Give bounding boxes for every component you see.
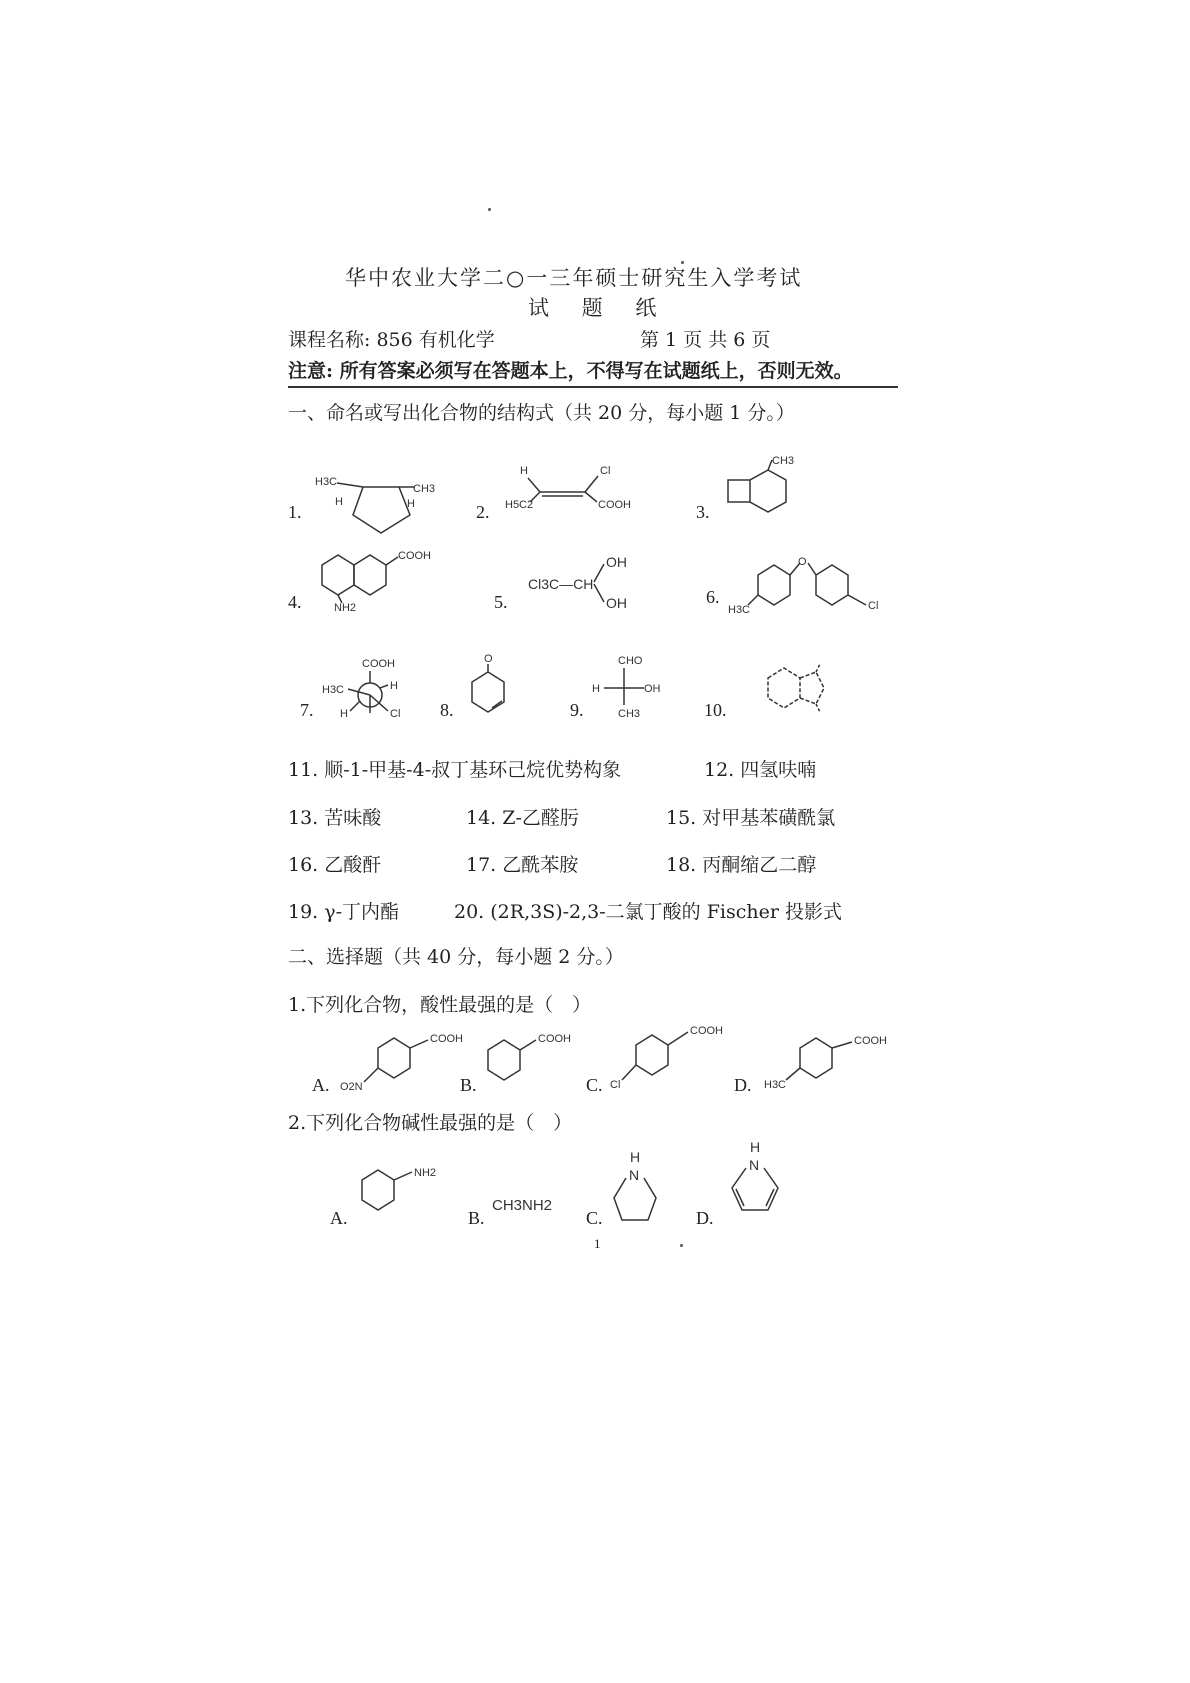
notice-underline (288, 386, 898, 388)
section2-heading: 二、选择题（共 40 分，每小题 2 分。） (288, 946, 624, 968)
svg-text:Cl: Cl (390, 708, 401, 720)
structure-2-alkene (500, 462, 650, 527)
svg-text:H: H (407, 498, 415, 510)
question-2: 2.下列化合物碱性最强的是（ ） (288, 1112, 573, 1134)
svg-text:COOH: COOH (854, 1035, 887, 1047)
option-letter: C. (586, 1075, 603, 1095)
option-c-chlorobenzoic-acid (600, 1020, 730, 1095)
svg-text:COOH: COOH (430, 1033, 463, 1045)
option-a-nitrobenzoic-acid (330, 1028, 480, 1098)
svg-text:H: H (750, 1139, 761, 1155)
option-d-toluic-acid (758, 1026, 898, 1096)
option-a-aniline (352, 1158, 452, 1228)
svg-text:H5C2: H5C2 (505, 499, 534, 511)
svg-text:NH2: NH2 (414, 1167, 437, 1179)
item-number: 10. (704, 700, 727, 720)
option-b-methylamine: CH3NH2 (492, 1197, 553, 1214)
item-number: 6. (706, 587, 720, 607)
item-number: 9. (570, 700, 584, 720)
scan-speck (680, 1244, 683, 1247)
page-number: 1 (594, 1236, 601, 1251)
item-number: 7. (300, 700, 314, 720)
item-number: 2. (476, 502, 490, 522)
item-number: 3. (696, 502, 710, 522)
svg-text:H: H (335, 496, 343, 508)
svg-text:H: H (520, 465, 528, 477)
option-letter: B. (460, 1075, 477, 1095)
structure-8-cyclohexenone (462, 650, 532, 725)
svg-text:OH: OH (606, 595, 627, 611)
option-letter: D. (734, 1075, 752, 1095)
svg-text:H3C: H3C (315, 476, 338, 488)
svg-text:H3C: H3C (322, 684, 345, 696)
item-12: 12. 四氢呋喃 (704, 759, 817, 781)
structure-6-diaryl-ether (728, 555, 893, 625)
svg-text:O: O (798, 556, 807, 568)
svg-text:Cl: Cl (868, 600, 879, 612)
page-info: 第 1 页 共 6 页 (640, 329, 771, 351)
exam-subtitle: 试 题 纸 (528, 296, 659, 320)
svg-text:COOH: COOH (538, 1033, 571, 1045)
structure-3-bicyclooctane (720, 452, 830, 527)
structure-7-newman-projection (322, 655, 422, 730)
item-number: 5. (494, 592, 508, 612)
option-letter: C. (586, 1208, 603, 1228)
svg-text:N: N (629, 1167, 640, 1183)
svg-text:CH3: CH3 (413, 483, 436, 495)
item-20: 20. (2R,3S)-2,3-二氯丁酸的 Fischer 投影式 (454, 901, 842, 923)
course-name: 课程名称: 856 有机化学 (288, 329, 495, 351)
item-14: 14. Z-乙醛肟 (466, 807, 579, 829)
structure-4-aminonaphthoic-acid (312, 545, 442, 620)
option-c-pyrrolidine (606, 1150, 676, 1230)
structure-5-chloral-hydrate (528, 552, 638, 617)
item-16: 16. 乙酸酐 (288, 854, 382, 876)
svg-text:Cl3C—CH: Cl3C—CH (528, 576, 594, 592)
item-18: 18. 丙酮缩乙二醇 (666, 854, 817, 876)
svg-text:COOH: COOH (690, 1025, 723, 1037)
scan-speck (681, 261, 684, 264)
exam-title: 华中农业大学二○一三年硕士研究生入学考试 (345, 266, 803, 290)
option-letter: A. (330, 1208, 348, 1228)
option-letter: D. (696, 1208, 714, 1228)
svg-text:H3C: H3C (728, 604, 751, 616)
svg-text:H: H (340, 708, 348, 720)
scan-speck (488, 208, 491, 211)
svg-text:H: H (630, 1149, 641, 1165)
svg-text:OH: OH (644, 683, 661, 695)
svg-text:Cl: Cl (610, 1079, 621, 1091)
svg-text:NH2: NH2 (334, 602, 357, 614)
item-number: 4. (288, 592, 302, 612)
option-d-pyrrole (724, 1140, 794, 1220)
svg-text:H: H (592, 683, 600, 695)
svg-text:H: H (390, 680, 398, 692)
item-number: 1. (288, 502, 302, 522)
option-letter: A. (312, 1075, 330, 1095)
svg-text:COOH: COOH (398, 550, 431, 562)
item-11: 11. 顺-1-甲基-4-叔丁基环己烷优势构象 (288, 759, 622, 781)
structure-10-phthalic-anhydride (760, 658, 850, 728)
item-13: 13. 苦味酸 (288, 807, 382, 829)
option-b-benzoic-acid (478, 1025, 588, 1095)
svg-text:CHO: CHO (618, 655, 643, 667)
item-15: 15. 对甲基苯磺酰氯 (666, 807, 836, 829)
svg-text:Cl: Cl (600, 465, 611, 477)
item-number: 8. (440, 700, 454, 720)
option-letter: B. (468, 1208, 485, 1228)
svg-text:CH3: CH3 (618, 708, 641, 720)
svg-text:COOH: COOH (598, 499, 631, 511)
svg-text:O: O (484, 653, 493, 665)
svg-text:COOH: COOH (362, 658, 395, 670)
question-1: 1.下列化合物，酸性最强的是（ ） (288, 994, 592, 1016)
svg-text:O2N: O2N (340, 1081, 363, 1093)
notice-text: 注意: 所有答案必须写在答题本上，不得写在试题纸上，否则无效。 (288, 360, 853, 382)
svg-text:OH: OH (606, 554, 627, 570)
item-19: 19. γ-丁内酯 (288, 901, 400, 923)
svg-text:H3C: H3C (764, 1079, 787, 1091)
structure-1-dimethylcyclopentane (315, 465, 455, 535)
structure-9-fischer-projection (590, 650, 670, 725)
svg-text:N: N (749, 1157, 760, 1173)
svg-text:CH3: CH3 (772, 455, 795, 467)
item-17: 17. 乙酰苯胺 (466, 854, 579, 876)
section1-heading: 一、命名或写出化合物的结构式（共 20 分，每小题 1 分。） (288, 402, 795, 424)
